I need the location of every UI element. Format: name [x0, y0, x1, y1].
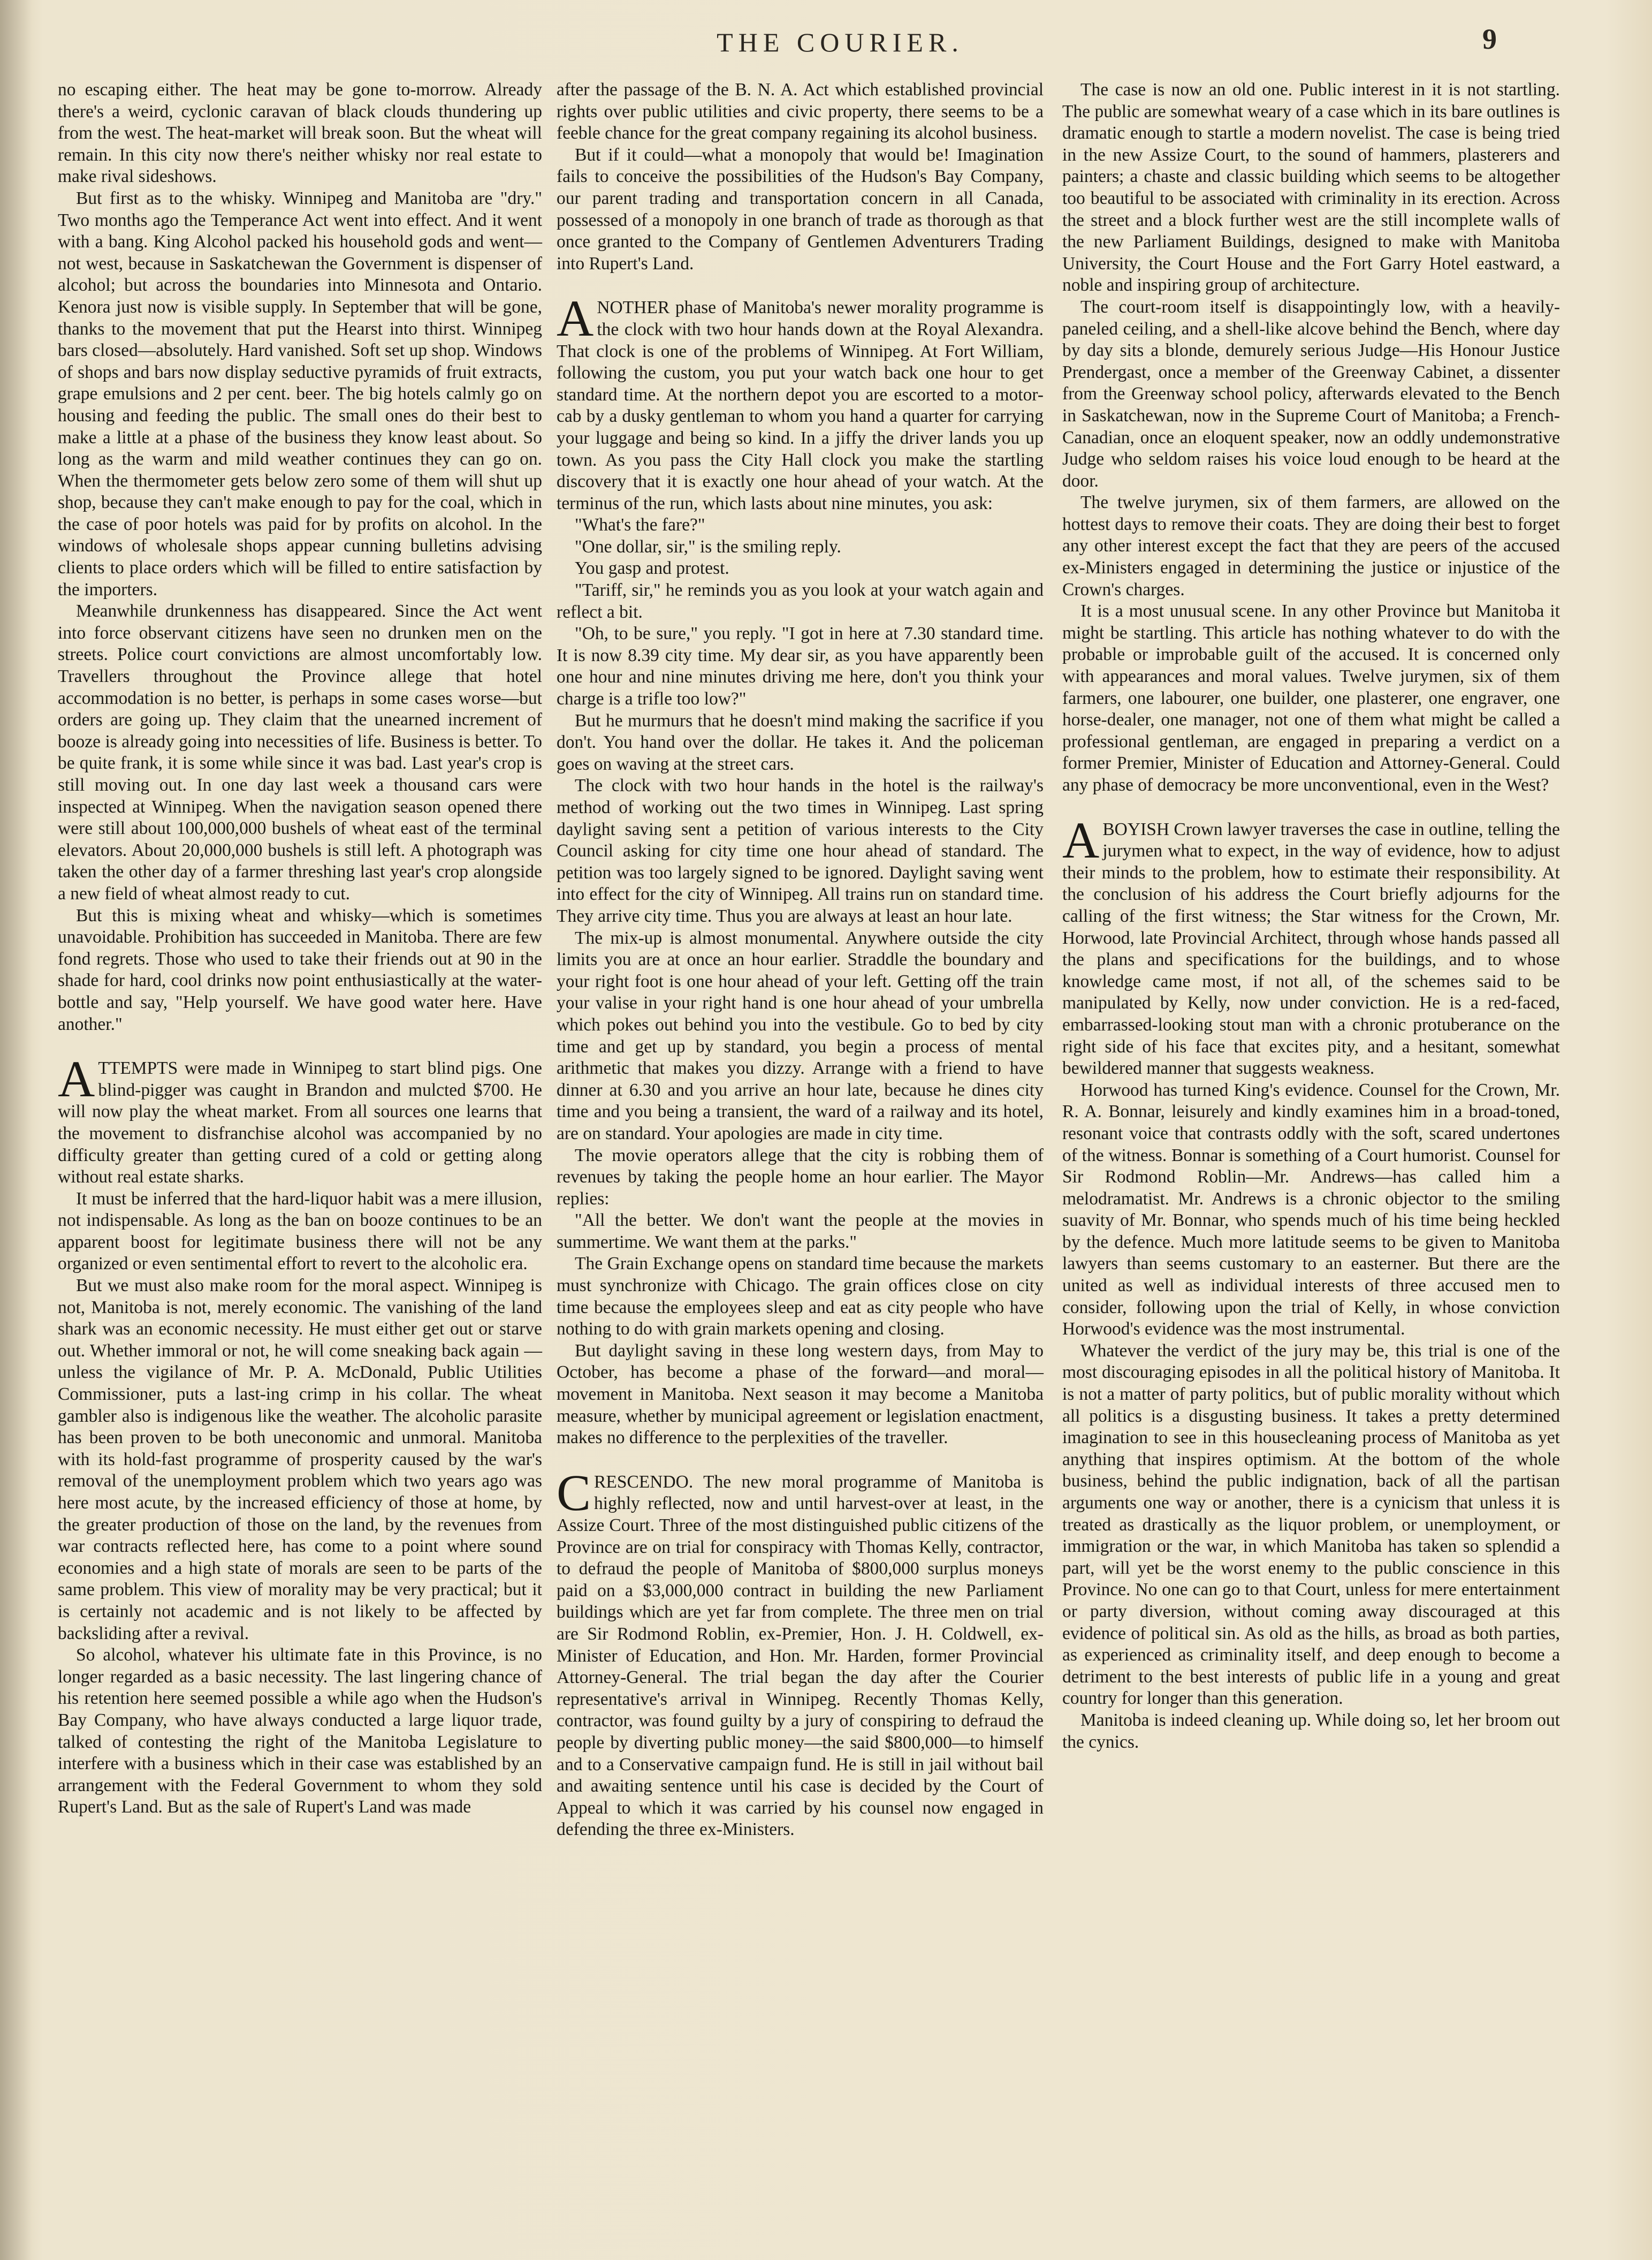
- paragraph-text: "What's the fare?": [575, 515, 705, 535]
- paragraph-text: But if it could—what a monopoly that would be! Imagination fails to conceive the possibilities of the Hudson's Bay Company, our parent trading and transportation concern in all Canada, possessed of a monopoly in one branch of trade as thorough as that once granted to the Company of Gentlemen Adventurers Trading into Rupert's Land.: [557, 145, 1044, 274]
- paragraph-text: But first as to the whisky. Winnipeg and Manitoba are "dry." Two months ago the Temperance Act went into effect. And it went with a bang. King Alcohol packed his household gods and went—not west, because in Saskatchewan the Government is dispenser of alcohol; but across the boundaries into Minnesota and Ontario. Kenora just now is visible supply. In September that will be gone, thanks to the movement that put the Hearst into thirst. Winnipeg bars closed—absolutely. Hard vanished. Soft set up shop. Windows of shops and bars now display seductive pyramids of fruit extracts, grape emulsions and 2 per cent. beer. The big hotels calmly go on housing and feeding the public. The small ones do their best to make a little at a phase of the business they know least about. So long as the warm and mild weather continues they can go on. When the thermometer gets below zero some of them will shut up shop, because they can't make enough to pay for the coal, which in the case of poor hotels was paid for by profits on alcohol. In the windows of wholesale shops appear cunning bulletins advising clients to place orders which will be filled to entire satisfaction by the importers.: [58, 188, 542, 600]
- article-paragraph: [557, 79, 1044, 145]
- paragraph-text: no escaping either. The heat may be gone to-morrow. Already there's a weird, cyclonic caravan of black clouds thundering up from the west. The heat-market will break soon. But the wheat will remain. In this city now there's neither whisky nor real estate to make rival sideshows.: [58, 80, 542, 187]
- article-paragraph: [1062, 79, 1560, 297]
- article-column-1: [58, 79, 542, 1818]
- paragraph-text: You gasp and protest.: [575, 558, 729, 579]
- paragraph-text: "All the better. We don't want the people at the movies in summertime. We want them at the parks.": [557, 1210, 1044, 1252]
- article-column-2: [557, 79, 1044, 1841]
- article-paragraph: [58, 188, 542, 601]
- paragraph-text: But this is mixing wheat and whisky—which is sometimes unavoidable. Prohibition has succeeded in Manitoba. There are few fond regrets. Those who used to take their friends out at 90 in the shade for hard, cool drinks now point enthusiastically at the water-bottle and say, "Help yourself. We have good water here. Have another.": [58, 905, 542, 1034]
- paragraph-text: Manitoba is indeed cleaning up. While doing so, let her broom out the cynics.: [1062, 1710, 1560, 1752]
- paragraph-text: So alcohol, whatever his ultimate fate in this Province, is no longer regarded as a basic necessity. The last lingering chance of his retention here seemed possible a while ago when the Hudson's Bay Company, who have always conducted a large liquor trade, talked of contesting the right of the Manitoba Legislature to interfere with a business which in their case was established by an arrangement with the Federal Government to whom they sold Rupert's Land. But as the sale of Rupert's Land was made: [58, 1645, 542, 1817]
- article-paragraph: [1062, 1080, 1560, 1340]
- article-paragraph: [557, 580, 1044, 623]
- article-paragraph: [557, 1340, 1044, 1449]
- page-header: [0, 21, 1652, 59]
- article-paragraph: [557, 145, 1044, 275]
- paragraph-text: It must be inferred that the hard-liquor habit was a mere illusion, not indispensable. As long as the ban on booze continues to be an apparent boost for legitimate business there will not be any organized or even sentimental effort to revert to the alcoholic era.: [58, 1188, 542, 1274]
- article-paragraph: [1062, 1710, 1560, 1753]
- article-paragraph: [58, 1644, 542, 1818]
- page-number: 9: [1482, 23, 1497, 55]
- paragraph-text: "Oh, to be sure," you reply. "I got in here at 7.30 standard time. It is now 8.39 city time. My dear sir, as you have apparently been one hour and nine minutes driving me here, don't you think your charge is a trifle too low?": [557, 624, 1044, 709]
- paragraph-text: Whatever the verdict of the jury may be, this trial is one of the most discouraging episodes in all the political history of Manitoba. It is not a matter of party politics, but of public morality without which all politics is a disgusting business. It takes a pretty determined imagination to see in this housecleaning process of Manitoba as yet anything that inspires optimism. At the bottom of the whole business, behind the public indignation, back of all the partisan arguments one way or another, there is a cynicism that unless it is treated as drastically as the liquor problem, or unemployment, or immigration or the war, in which Manitoba has taken so splendid a part, will yet be the worst enemy to the public conscience in this Province. No one can go to that Court, unless for mere entertainment or party diversion, without coming away discouraged at this evidence of political sin. As old as the hills, as broad as both parties, as experienced as criminality itself, and deep enough to become a detriment to the best interests of public life in a young and great country for longer than this generation.: [1062, 1340, 1560, 1709]
- drop-cap: C: [557, 1463, 591, 1521]
- article-paragraph: [58, 1275, 542, 1644]
- article-paragraph: [557, 928, 1044, 1145]
- paragraph-text: NOTHER phase of Manitoba's newer morality programme is the clock with two hour hands down at the Royal Alexandra. That clock is one of the problems of Winnipeg. At Fort William, following the custom, you put your watch back one hour to get standard time. At the northern depot you are escorted to a motor-cab by a dusky gentleman to whom you hand a quarter for carrying your luggage and being so kind. In a jiffy the driver lands you up town. As you pass the City Hall clock you make the startling discovery that it is exactly one hour ahead of your watch. At the terminus of the run, which lasts about nine minutes, you ask:: [557, 298, 1044, 513]
- drop-cap: A: [1062, 811, 1100, 869]
- paragraph-text: The court-room itself is disappointingly low, with a heavily-paneled ceiling, and a shell-like alcove behind the Bench, where day by day sits a blonde, demurely serious Judge—His Honour Justice Prendergast, once a member of the Greenway Cabinet, a dissenter from the Greenway school policy, afterwards elevated to the Bench in Saskatchewan, now in the Supreme Court of Manitoba; a French-Canadian, once an eloquent speaker, now an oddly undemonstrative Judge who seldom raises his voice loud enough to be heard at the door.: [1062, 297, 1560, 491]
- drop-cap: A: [58, 1050, 95, 1108]
- section-opening-paragraph: [557, 1463, 1044, 1841]
- paragraph-text: The case is now an old one. Public interest in it is not startling. The public are somewhat weary of a case which in its bare outlines is dramatic enough to startle a modern novelist. The case is being tried in the new Assize Court, to the sound of hammers, plasterers and painters; a chaste and classic building which seems to be altogether too beautiful to be associated with criminality in its erection. Across the street and a block further west are the still incomplete walls of the new Parliament Buildings, designed to make with Manitoba University, the Court House and the Fort Garry Hotel eastward, a noble and inspiring group of architecture.: [1062, 80, 1560, 295]
- article-paragraph: [557, 514, 1044, 536]
- drop-cap: A: [557, 290, 594, 347]
- article-paragraph: [557, 536, 1044, 558]
- article-paragraph: [557, 775, 1044, 927]
- article-paragraph: [1062, 601, 1560, 796]
- article-paragraph: [557, 1145, 1044, 1210]
- paragraph-text: The movie operators allege that the city is robbing them of revenues by taking the people home an hour earlier. The Mayor replies:: [557, 1145, 1044, 1209]
- paragraph-text: Horwood has turned King's evidence. Counsel for the Crown, Mr. R. A. Bonnar, leisurely and kindly examines him in a broad-toned, resonant voice that contrasts oddly with the soft, scared undertones of the witness. Bonnar is something of a Court humorist. Counsel for Sir Rodmond Roblin—Mr. Andrews—has called him a melodramatist. Mr. Andrews is a chronic objector to the smiling suavity of Mr. Bonnar, who spends much of his time being heckled by the defence. Much more latitude seems to be given to Manitoba lawyers than seems customary to an easterner. But there are the united as well as individual interests of three accused men to consider, following upon the trial of Kelly, in whose conviction Horwood's evidence was the most instrumental.: [1062, 1080, 1560, 1339]
- article-column-3: [1062, 79, 1560, 1753]
- paragraph-text: The mix-up is almost monumental. Anywhere outside the city limits you are at once an hour earlier. Straddle the boundary and your right foot is one hour ahead of your left. Getting off the train your valise in your right hand is one hour ahead of your umbrella which pokes out behind you into the vestibule. Go to bed by city time and get up by standard, you begin a process of mental arithmetic that makes you dizzy. Arrange with a friend to have dinner at 6.30 and you arrive an hour late, because he dines city time and you being a transient, the ward of a railway and its hotel, are on standard. Your apologies are made in city time.: [557, 928, 1044, 1143]
- paragraph-text: TTEMPTS were made in Winnipeg to start blind pigs. One blind-pigger was caught in Brandon and mulcted $700. He will now play the wheat market. From all sources one learns that the movement to disfranchise alcohol was accompanied by no difficulty greater than getting cured of a cold or getting along without real estate sharks.: [58, 1058, 542, 1187]
- article-paragraph: [557, 1210, 1044, 1253]
- section-opening-paragraph: [1062, 811, 1560, 1080]
- paragraph-text: The twelve jurymen, six of them farmers, are allowed on the hottest days to remove their coats. They are doing their best to forget any other interest except the fact that they are peers of the accused ex-Ministers engaged in determining the justice or injustice of the Crown's charges.: [1062, 492, 1560, 600]
- article-paragraph: [58, 1188, 542, 1275]
- paragraph-text: But daylight saving in these long western days, from May to October, has become a phase of the forward—and moral—movement in Manitoba. Next season it may become a Manitoba measure, whether by municipal agreement or legislation enactment, makes no difference to the perplexities of the traveller.: [557, 1340, 1044, 1448]
- paragraph-text: Meanwhile drunkenness has disappeared. Since the Act went into force observant citizens have seen no drunken men on the streets. Police court convictions are almost uncomfortably low. Travellers throughout the Province allege that hotel accommodation is no better, is perhaps in some cases worse—but orders are going up. They claim that the unearned increment of booze is already going into necessities of life. Business is better. To be quite frank, it is some while since it was bad. Last year's crop is still moving out. In one day last week a thousand cars were inspected at Winnipeg. When the navigation season opened there were still about 100,000,000 bushels of wheat east of the terminal elevators. About 20,000,000 bushels is still left. A photograph was taken the other day of a farmer threshing last year's crop alongside a new field of wheat almost ready to cut.: [58, 601, 542, 904]
- article-paragraph: [1062, 297, 1560, 492]
- paragraph-text: after the passage of the B. N. A. Act which established provincial rights over public utilities and civic property, there seems to be a feeble chance for the great company regaining its alcohol business.: [557, 80, 1044, 143]
- paragraph-text: It is a most unusual scene. In any other Province but Manitoba it might be startling. This article has nothing whatever to do with the probable or improbable guilt of the accused. It is concerned only with appearances and moral values. Twelve jurymen, six of them farmers, one labourer, one builder, one plasterer, one engraver, one horse-dealer, one manager, not one of them what might be called a professional gentleman, are engaged in preparing a verdict on a former Premier, Minister of Education and Attorney-General. Could any phase of democracy be more unconventional, even in the West?: [1062, 601, 1560, 795]
- article-paragraph: [557, 710, 1044, 776]
- paragraph-text: The clock with two hour hands in the hotel is the railway's method of working out the two times in Winnipeg. Last spring daylight saving sent a petition of various interests to the City Council asking for city time one hour ahead of standard. The petition was too largely signed to be ignored. Daylight saving went into effect for the city of Winnipeg. All trains run on standard time. They arrive city time. Thus you are always at least an hour late.: [557, 776, 1044, 926]
- section-opening-paragraph: [58, 1050, 542, 1188]
- paragraph-text: But he murmurs that he doesn't mind making the sacrifice if you don't. You hand over the dollar. He takes it. And the policeman goes on waving at the street cars.: [557, 710, 1044, 774]
- running-title: THE COURIER.: [717, 27, 964, 57]
- article-paragraph: [58, 601, 542, 905]
- section-opening-paragraph: [557, 290, 1044, 514]
- article-paragraph: [557, 1253, 1044, 1340]
- paragraph-text: BOYISH Crown lawyer traverses the case in outline, telling the jurymen what to expect, in the way of evidence, how to adjust their minds to the problem, how to estimate their responsibility. At the conclusion of his address the Court briefly adjourns for the calling of the first witness; the Star witness for the Crown, Mr. Horwood, late Provincial Architect, through whose hands passed all the plans and specifications for the buildings, and to whose knowledge came most, if not all, of the schemes said to be manipulated by Kelly, now under conviction. He is a red-faced, embarrassed-looking stout man with a chronic protuberance on the right side of his face that excites pity, and a hesitant, somewhat bewildered manner that suggests weakness.: [1062, 819, 1560, 1079]
- article-paragraph: [557, 623, 1044, 710]
- article-paragraph: [1062, 492, 1560, 601]
- paragraph-text: "Tariff, sir," he reminds you as you look at your watch again and reflect a bit.: [557, 580, 1044, 622]
- paragraph-text: RESCENDO. The new moral programme of Manitoba is highly reflected, now and until harvest-over at least, in the Assize Court. Three of the most distinguished public citizens of the Province are on trial for conspiracy with Thomas Kelly, contractor, to defraud the people of Manitoba of $800,000 surplus moneys paid on a $3,000,000 contract in building the new Parliament buildings which are yet far from complete. The three men on trial are Sir Rodmond Roblin, ex-Premier, Hon. J. H. Coldwell, ex-Minister of Education, and Hon. Mr. Harden, former Provincial Attorney-General. The trial began the day after the Courier representative's arrival in Winnipeg. Recently Thomas Kelly, contractor, was found guilty by a jury of conspiring to defraud the people by diverting public money—the said $800,000—to himself and to a Conservative campaign fund. He is still in jail without bail and awaiting sentence until his case is decided by the Court of Appeal to which it was carried by his counsel now engaged in defending the three ex-Ministers.: [557, 1472, 1044, 1840]
- article-paragraph: [58, 905, 542, 1036]
- paragraph-text: The Grain Exchange opens on standard time because the markets must synchronize with Chicago. The grain offices close on city time because the employees sleep and eat as city people who have nothing to do with grain markets opening and closing.: [557, 1254, 1044, 1339]
- binding-shadow: [0, 0, 32, 2260]
- article-paragraph: [557, 558, 1044, 580]
- paragraph-text: But we must also make room for the moral aspect. Winnipeg is not, Manitoba is not, merely economic. The vanishing of the land shark was an economic necessity. He must either get out or starve out. Whether immoral or not, he will come sneaking back again — unless the vigilance of Mr. P. A. McDonald, Public Utilities Commissioner, puts a last-ing crimp in his collar. The wheat gambler also is indigenous like the weather. The alcoholic parasite has been proven to be both uneconomic and unmoral. Manitoba with its hold-fast programme of prosperity caused by the war's removal of the unemployment problem which two years ago was here most acute, by the increased efficiency of those at home, by the greater production of those on the land, by the revenues from war contracts reflected here, has come to a point where sound economies and a high state of morals are seen to be parts of the same problem. This view of morality may be very practical; but it is certainly not academic and is not likely to be affected by backsliding after a revival.: [58, 1276, 542, 1643]
- article-paragraph: [58, 79, 542, 188]
- article-paragraph: [1062, 1340, 1560, 1710]
- paragraph-text: "One dollar, sir," is the smiling reply.: [575, 536, 841, 557]
